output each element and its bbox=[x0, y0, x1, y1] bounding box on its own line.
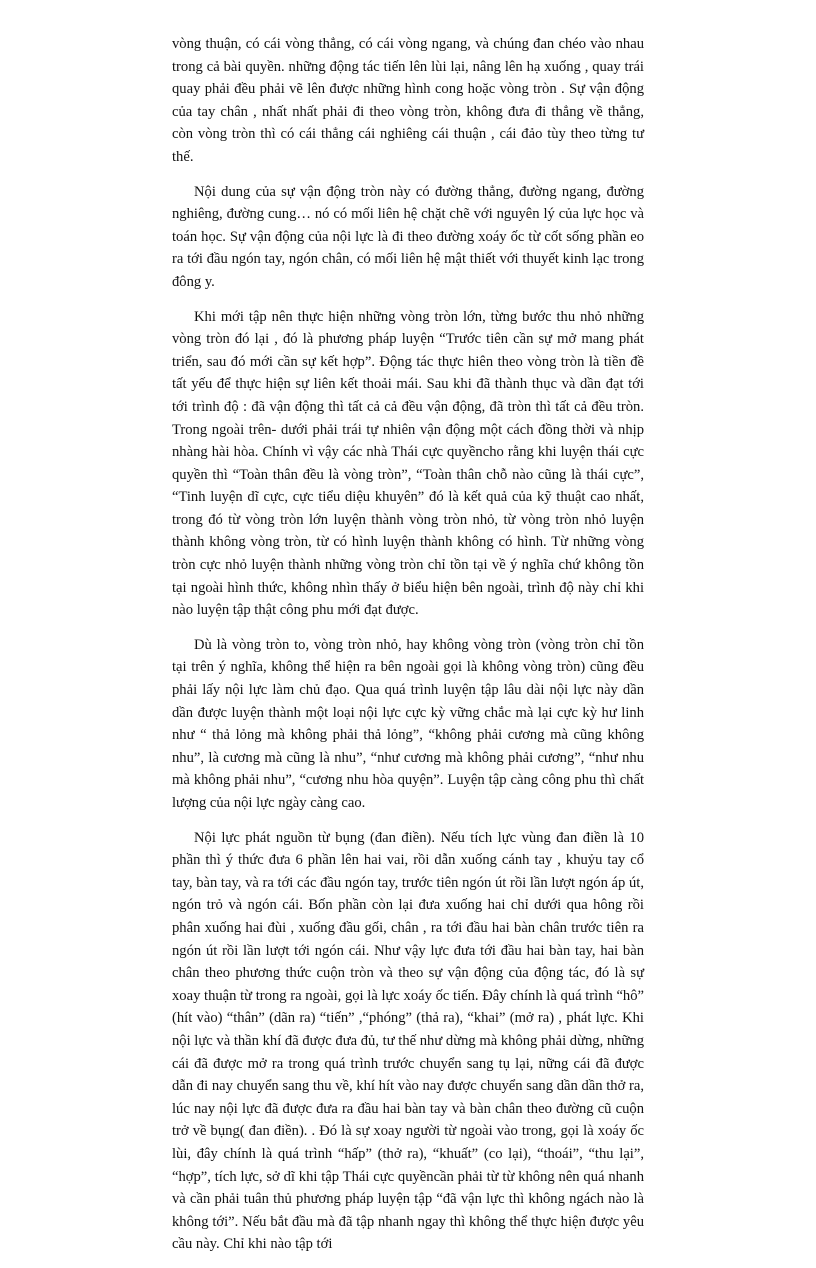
paragraph-5: Nội lực phát nguồn từ bụng (đan điền). Nếu tích lực vùng đan điền là 10 phần thì ý thức đưa 6 phần lên hai vai, rồi dẫn xuống cánh tay , khuỷu tay cổ tay, bàn tay, và ra tới các đầu ngón tay, trước tiên ngón út rồi lần lượt ngón áp út, ngón trỏ và ngón cái. Bốn phần còn lại đưa xuống hai chỉ dưới qua hông rồi phân xuống hai đùi , xuống đầu gối, chân , ra tới đầu hai bàn chân trước tiên ra ngón út rồi lần lượt tới ngón cái. Như vậy lực đưa tới đầu hai bàn tay, hai bàn chân theo phương thức cuộn tròn và theo sự vận động của động tác, đó là sự xoay thuận từ trong ra ngoài, gọi là lực xoáy ốc tiến. Đây chính là quá trình “hô” (hít vào) “thân” (dãn ra) “tiến” ,“phóng” (thả ra), “khai” (mở ra) , phát lực. Khi nội lực và thần khí đã được đưa đủ, tư thế như dừng mà không phải dừng, những cái đã được mở ra trong quá trình trước chuyển sang tụ lại, nững cái đã được dẫn đi nay chuyển sang thu về, khí hít vào nay được chuyển sang dần dần thở ra, lúc nay nội lực đã được đưa ra đầu hai bàn tay và bàn chân theo đường cũ cuộn trở về bụng( đan điền). . Đó là sự xoay người từ ngoài vào trong, gọi là xoáy ốc lùi, đây chính là quá trình “hấp” (thở ra), “khuất” (co lại), “thoái”, “thu lại”, “hợp”, tích lực, sở dĩ khi tập Thái cực quyềncần phải từ từ không nên quá nhanh và cần phải tuân thủ phương pháp luyện tập “đã vận lực thì không ngách nào là không tới”. Nếu bắt đầu mà đã tập nhanh ngay thì không thể thực hiện được yêu cầu này. Chỉ khi nào tập tới bbox=[172, 829, 644, 1253]
paragraph-2: Nội dung của sự vận động tròn này có đường thẳng, đường ngang, đường nghiêng, đường cung… nó có mối liên hệ chặt chẽ với nguyên lý của lực học và toán học. Sự vận động của nội lực là đi theo đường xoáy ốc từ cốt sống phần eo ra tới đầu ngón tay, ngón chân, có mối liên hệ mật thiết với thuyết kinh lạc trong đông y. bbox=[172, 183, 644, 290]
paragraph-1: vòng thuận, có cái vòng thẳng, có cái vòng ngang, và chúng đan chéo vào nhau trong cả bài quyền. những động tác tiến lên lùi lại, nâng lên hạ xuống , quay trái quay phải đều phải vẽ lên được những hình cong hoặc vòng tròn . Sự vận động của tay chân , nhất nhất phải đi theo vòng tròn, không đưa đi thẳng về thẳng, còn vòng tròn thì có cái thẳng cái nghiêng cái thuận , cái đảo tùy theo từng tư thế. bbox=[172, 36, 644, 165]
paragraph-3: Khi mới tập nên thực hiện những vòng tròn lớn, từng bước thu nhỏ những vòng tròn đó lại , đó là phương pháp luyện “Trước tiên cần sự mở mang phát triển, sau đó mới cần sự kết hợp”. Động tác thực hiên theo vòng tròn là tiền đề tất yếu để thực hiện sự liên kết thoải mái. Sau khi đã thành thục và dần đạt tới tới trình độ : đã vận động thì tất cả cả đều vận động, đã tròn thì tất cả đều tròn. Trong ngoài trên- dưới phải trái tự nhiên vận động một cách đồng thời và nhịp nhàng hài hòa. Chính vì vậy các nhà Thái cực quyềncho rằng khi luyện thái cực quyền thì “Toàn thân đều là vòng tròn”, “Toàn thân chỗ nào cũng là thái cực”, “Tinh luyện dĩ cực, cực tiểu diệu khuyên” đó là kết quả của kỹ thuật cao nhất, trong đó từ vòng tròn lớn luyện thành vòng tròn nhỏ, từ vòng tròn nhỏ luyện thành không vòng tròn, từ có hình luyện thành không có hình. Từ những vòng tròn cực nhỏ luyện thành những vòng tròn chỉ tồn tại về ý nghĩa chứ không tồn tại ngoài hình thức, không nhìn thấy ở biểu hiện bên ngoài, trình độ này chỉ khi nào luyện tập thật công phu mới đạt được. bbox=[172, 308, 644, 619]
paragraph-4: Dù là vòng tròn to, vòng tròn nhỏ, hay không vòng tròn (vòng tròn chỉ tồn tại trên ý nghĩa, không thể hiện ra bên ngoài gọi là không vòng tròn) cũng đều phải lấy nội lực làm chủ đạo. Qua quá trình luyện tập lâu dài nội lực này dần dần được luyện thành một loại nội lực cực kỳ vững chắc mà lại cực kỳ hư linh như “ thả lỏng mà không phải thả lỏng”, “không phải cương mà cũng không nhu”, là cương mà cũng là nhu”, “như cương mà không phải cương”, “như nhu mà không phải nhu”, “cương nhu hòa quyện”. Luyện tập càng công phu thì chất lượng của nội lực ngày càng cao. bbox=[172, 636, 644, 811]
document-page bbox=[172, 33, 644, 1268]
